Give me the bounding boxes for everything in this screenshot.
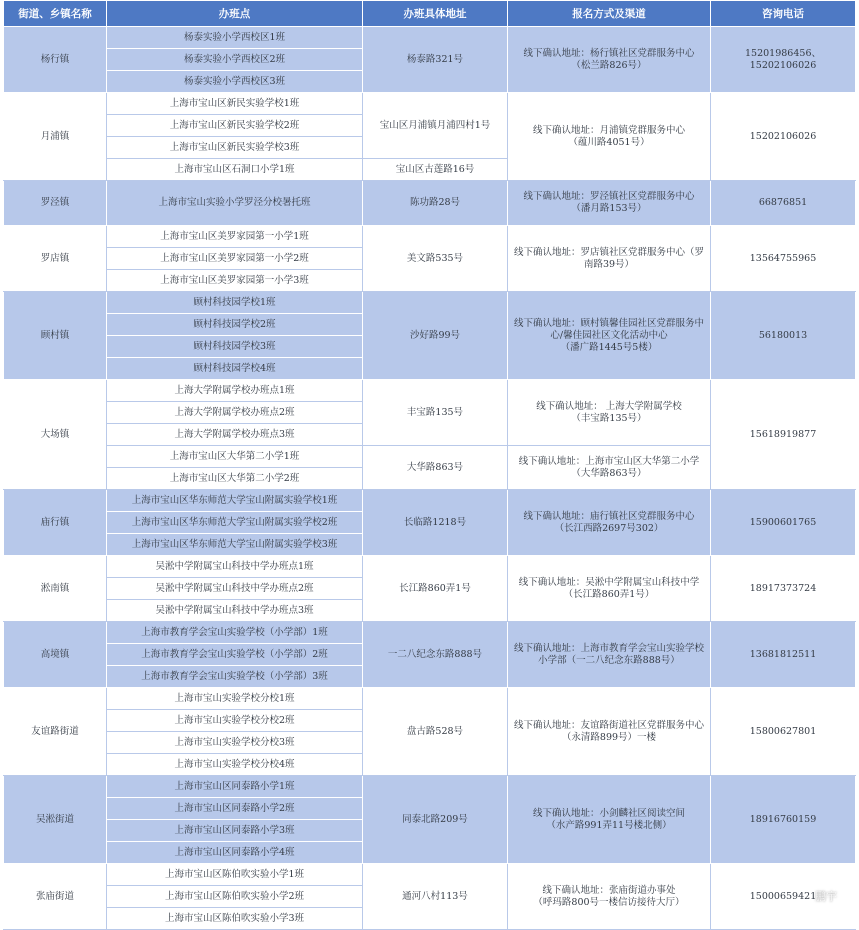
class-site: 上海大学附属学校办班点1班 bbox=[107, 380, 363, 402]
class-site: 顾村科技园学校1班 bbox=[107, 292, 363, 314]
registration-channel: 线下确认地址：友谊路街道社区党群服务中心 （永清路899号）一楼 bbox=[508, 688, 711, 776]
contact-phone: 66876851 bbox=[711, 181, 856, 226]
town-name: 高境镇 bbox=[4, 622, 107, 688]
class-site: 上海市宝山实验学校分校4班 bbox=[107, 754, 363, 776]
contact-phone: 15201986456、15202106026 bbox=[711, 27, 856, 93]
class-site: 上海市宝山区新民实验学校2班 bbox=[107, 115, 363, 137]
class-address: 一二八纪念东路888号 bbox=[363, 622, 508, 688]
class-site: 上海市宝山区同泰路小学1班 bbox=[107, 776, 363, 798]
registration-channel: 线下确认地址：吴淞中学附属宝山科技中学 （长江路860弄1号） bbox=[508, 556, 711, 622]
contact-phone: 15618919877 bbox=[711, 380, 856, 490]
class-site: 上海市宝山区美罗家园第一小学1班 bbox=[107, 226, 363, 248]
class-site: 上海市教育学会宝山实验学校（小学部）1班 bbox=[107, 622, 363, 644]
class-address: 同泰北路209号 bbox=[363, 776, 508, 864]
class-address: 通河八村113号 bbox=[363, 864, 508, 930]
town-group bbox=[4, 864, 856, 930]
town-group bbox=[4, 93, 856, 181]
class-schedule-table bbox=[3, 0, 856, 930]
town-group bbox=[4, 27, 856, 93]
town-name: 顾村镇 bbox=[4, 292, 107, 380]
class-site: 上海市宝山区新民实验学校3班 bbox=[107, 137, 363, 159]
town-group bbox=[4, 380, 856, 490]
class-site: 上海市宝山区石洞口小学1班 bbox=[107, 159, 363, 181]
class-address: 杨泰路321号 bbox=[363, 27, 508, 93]
table-row bbox=[4, 181, 856, 226]
registration-channel: 线下确认地址：杨行镇社区党群服务中心 （松兰路826号） bbox=[508, 27, 711, 93]
town-name: 月浦镇 bbox=[4, 93, 107, 181]
town-name: 张庙街道 bbox=[4, 864, 107, 930]
town-name: 淞南镇 bbox=[4, 556, 107, 622]
watermark: 鹏宇 bbox=[815, 890, 837, 903]
class-site: 杨泰实验小学西校区1班 bbox=[107, 27, 363, 49]
registration-channel: 线下确认地址：月浦镇党群服务中心 （蕴川路4051号） bbox=[508, 93, 711, 181]
town-name: 大场镇 bbox=[4, 380, 107, 490]
town-name: 吴淞街道 bbox=[4, 776, 107, 864]
class-address: 宝山区古莲路16号 bbox=[363, 159, 508, 181]
class-site: 顾村科技园学校2班 bbox=[107, 314, 363, 336]
class-address: 陈功路28号 bbox=[363, 181, 508, 226]
table-row bbox=[4, 380, 856, 402]
registration-channel: 线下确认地址：上海市教育学会宝山实验学校 小学部（一二八纪念东路888号） bbox=[508, 622, 711, 688]
contact-phone: 18916760159 bbox=[711, 776, 856, 864]
town-group bbox=[4, 490, 856, 556]
class-site: 上海市宝山实验小学罗泾分校暑托班 bbox=[107, 181, 363, 226]
town-name: 杨行镇 bbox=[4, 27, 107, 93]
registration-channel: 线下确认地址：顾村镇馨佳园社区党群服务中 心/馨佳园社区文化活动中心 （潘广路1445号5楼） bbox=[508, 292, 711, 380]
registration-channel: 线下确认地址：罗泾镇社区党群服务中心 （潘月路153号） bbox=[508, 181, 711, 226]
class-site: 上海市宝山区陈伯吹实验小学2班 bbox=[107, 886, 363, 908]
class-site: 吴淞中学附属宝山科技中学办班点2班 bbox=[107, 578, 363, 600]
town-group bbox=[4, 688, 856, 776]
class-site: 顾村科技园学校3班 bbox=[107, 336, 363, 358]
contact-phone: 13681812511 bbox=[711, 622, 856, 688]
table-row bbox=[4, 490, 856, 512]
contact-phone: 15900601765 bbox=[711, 490, 856, 556]
class-site: 杨泰实验小学西校区3班 bbox=[107, 71, 363, 93]
contact-phone: 56180013 bbox=[711, 292, 856, 380]
class-site: 上海大学附属学校办班点2班 bbox=[107, 402, 363, 424]
town-group bbox=[4, 622, 856, 688]
class-site: 上海市宝山区陈伯吹实验小学3班 bbox=[107, 908, 363, 930]
class-site: 上海市教育学会宝山实验学校（小学部）3班 bbox=[107, 666, 363, 688]
contact-phone: 15000659421 bbox=[711, 864, 856, 930]
class-site: 上海市宝山区新民实验学校1班 bbox=[107, 93, 363, 115]
class-site: 吴淞中学附属宝山科技中学办班点3班 bbox=[107, 600, 363, 622]
class-address: 长临路1218号 bbox=[363, 490, 508, 556]
registration-channel: 线下确认地址： 上海大学附属学校 （丰宝路135号） bbox=[508, 380, 711, 446]
class-site: 上海市宝山区华东师范大学宝山附属实验学校3班 bbox=[107, 534, 363, 556]
class-site: 上海市宝山区同泰路小学4班 bbox=[107, 842, 363, 864]
table-row bbox=[4, 292, 856, 314]
town-group bbox=[4, 292, 856, 380]
table-header-row bbox=[4, 1, 856, 27]
class-site: 上海市宝山区大华第二小学1班 bbox=[107, 446, 363, 468]
registration-channel: 线下确认地址：小剑麟社区阅读空间 （水产路991弄11号楼北侧） bbox=[508, 776, 711, 864]
table-row bbox=[4, 622, 856, 644]
class-site: 上海市宝山区华东师范大学宝山附属实验学校2班 bbox=[107, 512, 363, 534]
table-row bbox=[4, 556, 856, 578]
class-address: 大华路863号 bbox=[363, 446, 508, 490]
class-site: 上海市宝山实验学校分校3班 bbox=[107, 732, 363, 754]
header-phone: 咨询电话 bbox=[711, 1, 856, 27]
registration-channel: 线下确认地址：张庙街道办事处 （呼玛路800号一楼信访接待大厅） bbox=[508, 864, 711, 930]
table-row bbox=[4, 688, 856, 710]
town-group bbox=[4, 776, 856, 864]
class-site: 上海市宝山区同泰路小学2班 bbox=[107, 798, 363, 820]
contact-phone: 13564755965 bbox=[711, 226, 856, 292]
table-row bbox=[4, 776, 856, 798]
town-name: 罗泾镇 bbox=[4, 181, 107, 226]
class-address: 沙好路99号 bbox=[363, 292, 508, 380]
contact-phone: 15800627801 bbox=[711, 688, 856, 776]
table-row bbox=[4, 226, 856, 248]
class-site: 上海大学附属学校办班点3班 bbox=[107, 424, 363, 446]
class-address: 宝山区月浦镇月浦四村1号 bbox=[363, 93, 508, 159]
class-site: 上海市宝山区华东师范大学宝山附属实验学校1班 bbox=[107, 490, 363, 512]
class-site: 顾村科技园学校4班 bbox=[107, 358, 363, 380]
registration-channel: 线下确认地址：罗店镇社区党群服务中心（罗 南路39号） bbox=[508, 226, 711, 292]
town-group bbox=[4, 556, 856, 622]
town-name: 庙行镇 bbox=[4, 490, 107, 556]
town-name: 友谊路街道 bbox=[4, 688, 107, 776]
class-site: 上海市宝山区美罗家园第一小学3班 bbox=[107, 270, 363, 292]
class-site: 吴淞中学附属宝山科技中学办班点1班 bbox=[107, 556, 363, 578]
header-class-site: 办班点 bbox=[107, 1, 363, 27]
table-row bbox=[4, 27, 856, 49]
class-site: 上海市宝山区美罗家园第一小学2班 bbox=[107, 248, 363, 270]
header-town: 街道、乡镇名称 bbox=[4, 1, 107, 27]
town-group bbox=[4, 181, 856, 226]
header-registration: 报名方式及渠道 bbox=[508, 1, 711, 27]
class-site: 上海市宝山区同泰路小学3班 bbox=[107, 820, 363, 842]
registration-channel: 线下确认地址：庙行镇社区党群服务中心 （长江西路2697号302） bbox=[508, 490, 711, 556]
class-site: 杨泰实验小学西校区2班 bbox=[107, 49, 363, 71]
contact-phone: 15202106026 bbox=[711, 93, 856, 181]
class-site: 上海市宝山实验学校分校2班 bbox=[107, 710, 363, 732]
table-row bbox=[4, 864, 856, 886]
town-group bbox=[4, 226, 856, 292]
class-site: 上海市宝山实验学校分校1班 bbox=[107, 688, 363, 710]
class-address: 丰宝路135号 bbox=[363, 380, 508, 446]
class-address: 长江路860弄1号 bbox=[363, 556, 508, 622]
class-site: 上海市宝山区陈伯吹实验小学1班 bbox=[107, 864, 363, 886]
table-row bbox=[4, 93, 856, 115]
contact-phone: 18917373724 bbox=[711, 556, 856, 622]
registration-channel: 线下确认地址：上海市宝山区大华第二小学 （大华路863号） bbox=[508, 446, 711, 490]
class-site: 上海市教育学会宝山实验学校（小学部）2班 bbox=[107, 644, 363, 666]
town-name: 罗店镇 bbox=[4, 226, 107, 292]
class-site: 上海市宝山区大华第二小学2班 bbox=[107, 468, 363, 490]
class-address: 盘古路528号 bbox=[363, 688, 508, 776]
class-address: 美文路535号 bbox=[363, 226, 508, 292]
header-address: 办班具体地址 bbox=[363, 1, 508, 27]
